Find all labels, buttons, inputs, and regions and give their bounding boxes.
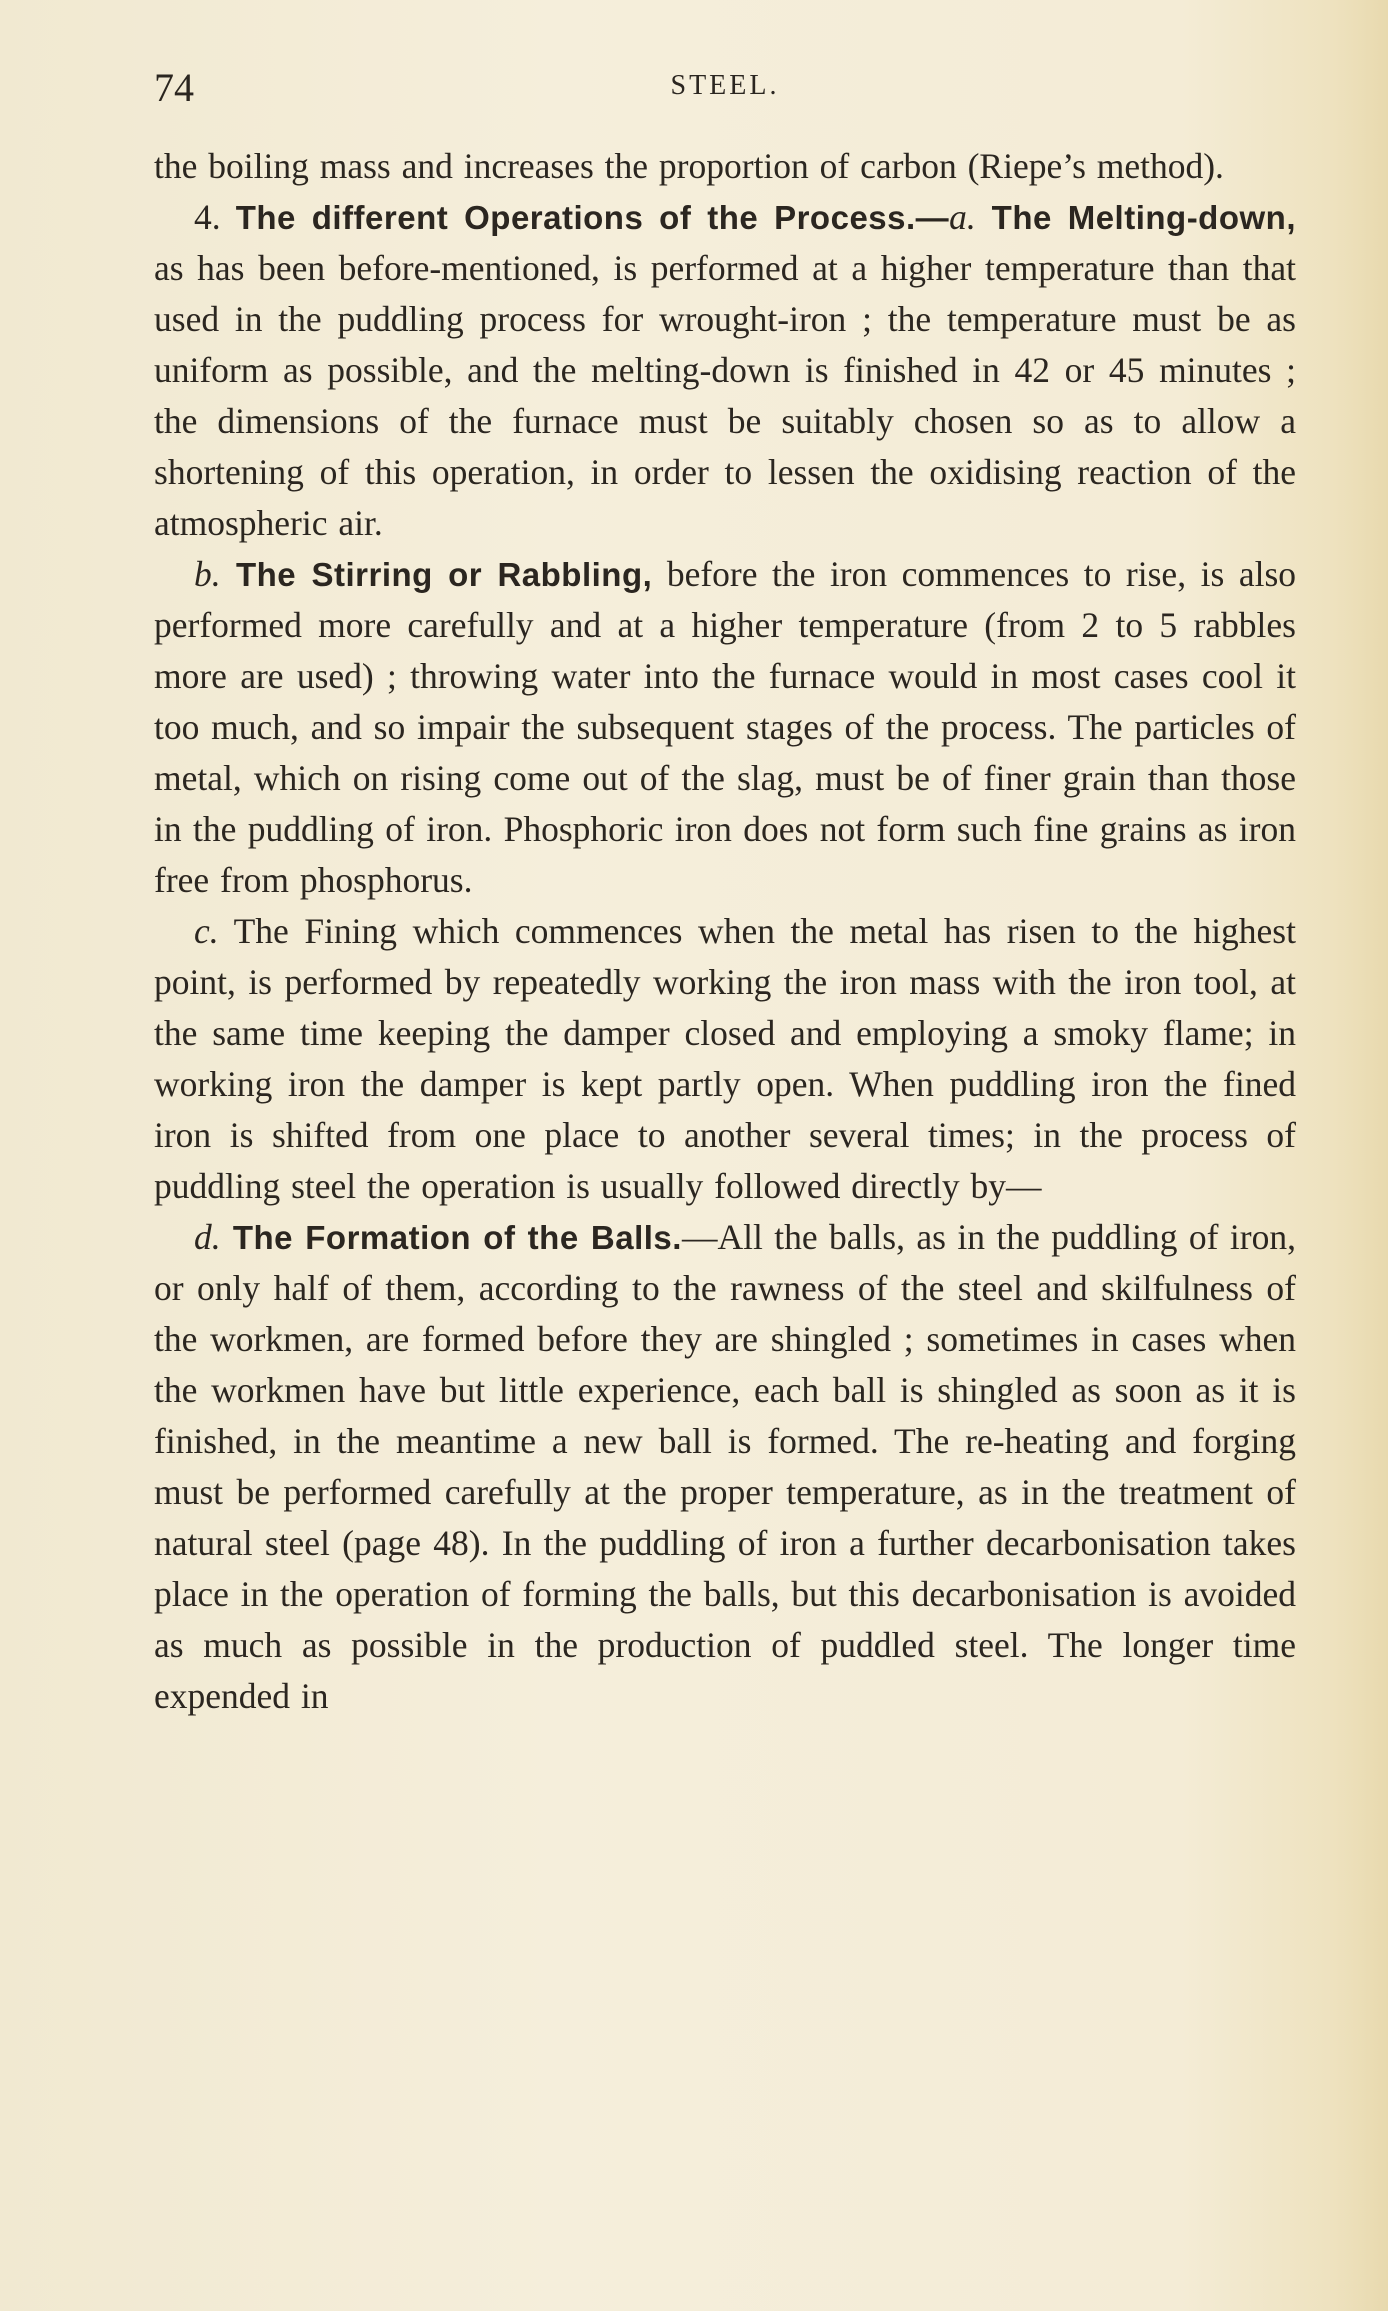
paragraph-item-c [154,906,1296,1212]
section-heading: The different Operations of the Process.— [235,199,950,236]
paragraph-section-4 [154,192,1296,549]
paragraph-text: the boiling mass and increases the proportion of carbon (Riepe’s method). [154,146,1224,186]
section-number: 4. [194,197,236,237]
subheading-melting-down: The Melting-down, [975,199,1296,236]
paragraph-item-b [154,549,1296,906]
paragraph-text: as has been before-mentioned, is performed at a higher temperature than that used in the puddling process for wrought-iron ; the temperature must be as uniform as possible, and the melting-down is finished in 42 or 45 minutes ; the dimensions of the furnace must be suitably chosen so as to allow a shortening of this operation, in order to lessen the oxidising reaction of the atmospheric air. [154,248,1296,543]
body-text [154,141,1296,1722]
page-header [154,64,1296,116]
subheading-formation-of-balls: The Formation of the Balls. [220,1219,682,1256]
paragraph-text: before the iron commences to rise, is also performed more carefully and at a higher temperature (from 2 to 5 rabbles more are used) ; throwing water into the furnace would in most cases cool it too much, and so impair the subsequent stages of the process. The particles of metal, which on rising come out of the slag, must be of finer grain than those in the puddling of iron. Phosphoric iron does not form such fine grains as iron free from phosphorus. [154,554,1297,900]
item-letter-a: a. [949,197,976,237]
item-letter-d: d. [194,1217,221,1257]
subheading-stirring: The Stirring or Rabbling, [220,556,653,593]
item-letter-c: c. [194,911,219,951]
page-number: 74 [154,65,194,110]
item-letter-b: b. [194,554,221,594]
paragraph-text: —All the balls, as in the puddling of iron, or only half of them, according to the rawness of the steel and skilfulness of the workmen, are formed before they are shingled ; sometimes in cases when the workmen have but little experience, each ball is shingled as soon as it is finished, in the meantime a new ball is formed. The re-heating and forging must be performed carefully at the proper temperature, as in the treatment of natural steel (page 48). In the puddling of iron a further decarbonisation takes place in the operation of forming the balls, but this decarbonisation is avoided as much as possible in the production of puddled steel. The longer time expended in [154,1217,1296,1716]
paragraph-continuation [154,141,1296,192]
paragraph-text: The Fining which commences when the metal has risen to the highest point, is performed by repeatedly working the iron mass with the iron tool, at the same time keeping the damper closed and employing a smoky flame; in working iron the damper is kept partly open. When puddling iron the fined iron is shifted from one place to another several times; in the process of puddling steel the operation is usually followed directly by— [154,911,1296,1206]
running-head: STEEL. [670,70,780,101]
paragraph-item-d [154,1212,1296,1722]
